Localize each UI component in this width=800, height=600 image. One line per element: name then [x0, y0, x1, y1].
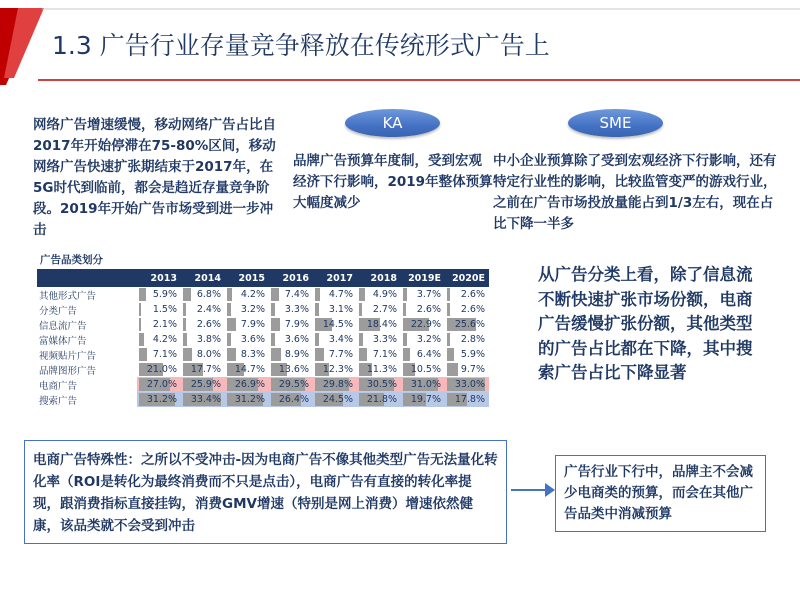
- cell-value: 3.1%: [328, 304, 353, 315]
- cell-value: 33.0%: [454, 379, 485, 390]
- cell-value: 29.8%: [322, 379, 353, 390]
- table-cell: [137, 302, 181, 317]
- cell-value: 7.1%: [372, 349, 397, 360]
- cell-value: 6.8%: [196, 289, 221, 300]
- row-label: 电商广告: [37, 377, 137, 392]
- data-bar: [139, 303, 141, 316]
- table-cell: [269, 377, 313, 392]
- table-cell: [445, 392, 489, 407]
- data-bar: [139, 333, 144, 346]
- row-label: 品牌图形广告: [39, 365, 97, 377]
- data-bar: [227, 318, 236, 331]
- cell-value: 2.1%: [152, 319, 177, 330]
- table-row: [37, 347, 489, 362]
- cell-value: 30.5%: [366, 379, 397, 390]
- year-header: 2018: [357, 269, 401, 287]
- cell-value: 31.2%: [146, 394, 177, 405]
- cell-value: 17.8%: [454, 394, 485, 405]
- year-header: 2017: [313, 269, 357, 287]
- table-cell: [225, 332, 269, 347]
- table-cell: [137, 362, 181, 377]
- cell-value: 13.6%: [278, 364, 309, 375]
- table-cell: [137, 377, 181, 392]
- cell-value: 3.6%: [284, 334, 309, 345]
- table-cell: [445, 347, 489, 362]
- table-cell: [313, 377, 357, 392]
- cell-value: 29.5%: [278, 379, 309, 390]
- data-bar: [403, 333, 407, 346]
- table-cell: [225, 317, 269, 332]
- data-bar: [403, 303, 406, 316]
- data-bar: [315, 333, 319, 346]
- sme-badge: SME: [568, 109, 663, 137]
- table-cell: [357, 317, 401, 332]
- table-cell: [269, 317, 313, 332]
- table-cell: [225, 392, 269, 407]
- cell-value: 5.9%: [460, 349, 485, 360]
- data-bar: [271, 348, 281, 361]
- cell-value: 7.4%: [284, 289, 309, 300]
- data-bar: [183, 348, 192, 361]
- cell-value: 21.8%: [366, 394, 397, 405]
- table-cell: [181, 317, 225, 332]
- table-cell: [401, 392, 445, 407]
- table-row: [37, 362, 489, 377]
- table-cell: [357, 392, 401, 407]
- data-bar: [359, 303, 362, 316]
- table-row: [37, 287, 489, 302]
- table-cell: [225, 302, 269, 317]
- data-bar: [447, 333, 450, 346]
- data-bar: [183, 288, 191, 301]
- table-cell: [445, 302, 489, 317]
- cell-value: 3.2%: [240, 304, 265, 315]
- cell-value: 14.7%: [234, 364, 265, 375]
- cell-value: 4.2%: [152, 334, 177, 345]
- cell-value: 17.7%: [190, 364, 221, 375]
- table-cell: [181, 362, 225, 377]
- ecommerce-note-text: 电商广告特殊性：之所以不受冲击-因为电商广告不像其他类型广告无法量化转化率（ROI是转化为最终消费而不只是点击），电商广告有直接的转化率提现，跟消费指标直接挂钩，消费GMV增速（特别是网上消费）增速依然健康，该品类就不会受到冲击: [33, 452, 498, 534]
- data-bar: [447, 348, 454, 361]
- table-cell: [357, 332, 401, 347]
- cell-value: 25.9%: [190, 379, 221, 390]
- table-cell: [445, 377, 489, 392]
- slide-header: [0, 0, 800, 90]
- sme-description: 中小企业预算除了受到宏观经济下行影响，还有特定行业性的影响，比较监管变严的游戏行业，之前在广告市场投放量能占到1/3左右，现在占比下降一半多: [493, 153, 777, 232]
- table-cell: [401, 287, 445, 302]
- cell-value: 6.4%: [416, 349, 441, 360]
- ka-badge: KA: [345, 109, 440, 137]
- table-title: 广告品类划分: [40, 254, 103, 266]
- cell-value: 3.8%: [196, 334, 221, 345]
- cell-value: 14.5%: [322, 319, 353, 330]
- year-header: 2013: [137, 269, 181, 287]
- table-cell: [313, 347, 357, 362]
- data-bar: [271, 288, 279, 301]
- table-cell: [181, 392, 225, 407]
- cell-value: 12.3%: [322, 364, 353, 375]
- data-bar: [447, 303, 450, 316]
- table-cell: [357, 347, 401, 362]
- table-cell: [269, 332, 313, 347]
- table-cell: [313, 362, 357, 377]
- data-bar: [271, 318, 280, 331]
- data-bar: [315, 303, 319, 316]
- table-row: [37, 332, 489, 347]
- cell-value: 26.4%: [278, 394, 309, 405]
- table-cell: [313, 332, 357, 347]
- data-bar: [139, 318, 141, 331]
- data-bar: [359, 333, 363, 346]
- cell-value: 31.2%: [234, 394, 265, 405]
- cell-value: 31.0%: [410, 379, 441, 390]
- cell-value: 8.9%: [284, 349, 309, 360]
- cell-value: 25.6%: [454, 319, 485, 330]
- cell-value: 1.5%: [152, 304, 177, 315]
- cell-value: 22.9%: [410, 319, 441, 330]
- data-bar: [183, 318, 186, 331]
- table-cell: [445, 362, 489, 377]
- cell-value: 3.2%: [416, 334, 441, 345]
- data-bar: [183, 333, 187, 346]
- row-label: 视频贴片广告: [39, 350, 97, 362]
- table-cell: [313, 287, 357, 302]
- row-label: 其他形式广告: [39, 290, 97, 302]
- table-body: [37, 287, 489, 407]
- cell-value: 7.9%: [284, 319, 309, 330]
- row-label: 搜索广告: [37, 392, 137, 407]
- cell-value: 2.6%: [460, 304, 485, 315]
- cell-value: 33.4%: [190, 394, 221, 405]
- table-cell: [357, 362, 401, 377]
- table-row: [37, 317, 489, 332]
- cell-value: 2.8%: [460, 334, 485, 345]
- cell-value: 3.6%: [240, 334, 265, 345]
- year-header: 2014: [181, 269, 225, 287]
- cell-value: 10.5%: [410, 364, 441, 375]
- row-label: 分类广告: [39, 305, 78, 317]
- cell-value: 27.0%: [146, 379, 177, 390]
- data-bar: [315, 348, 324, 361]
- row-label: 富媒体广告: [39, 335, 87, 347]
- table-cell: [137, 332, 181, 347]
- table-cell: [269, 362, 313, 377]
- data-bar: [183, 303, 186, 316]
- table-cell: [225, 287, 269, 302]
- cell-value: 7.1%: [152, 349, 177, 360]
- cell-value: 9.7%: [460, 364, 485, 375]
- data-bar: [227, 303, 231, 316]
- year-header: 2019E: [401, 269, 445, 287]
- table-cell: [269, 392, 313, 407]
- cell-value: 3.7%: [416, 289, 441, 300]
- data-bar: [359, 348, 367, 361]
- table-cell: [269, 347, 313, 362]
- data-bar: [359, 288, 365, 301]
- table-cell: [401, 317, 445, 332]
- data-bar: [271, 303, 275, 316]
- cell-value: 2.6%: [416, 304, 441, 315]
- conclusion-box: [555, 455, 766, 532]
- intro-paragraph: 网络广告增速缓慢，移动网络广告占比自2017年开始停滞在75-80%区间，移动网络广告快速扩张期结束于2017年，在5G时代到临前，都会是趋近存量竞争阶段。2019年开始广告市场受到进一步冲击: [33, 117, 276, 238]
- ecommerce-note-box: [24, 440, 507, 544]
- cell-value: 5.9%: [152, 289, 177, 300]
- table-cell: [269, 302, 313, 317]
- category-table: [37, 269, 489, 407]
- cell-value: 3.4%: [328, 334, 353, 345]
- cell-value: 24.5%: [322, 394, 353, 405]
- cell-value: 26.9%: [234, 379, 265, 390]
- table-cell: [313, 392, 357, 407]
- table-cell: [181, 377, 225, 392]
- table-cell: [445, 287, 489, 302]
- cell-value: 3.3%: [284, 304, 309, 315]
- table-cell: [181, 302, 225, 317]
- table-cell: [401, 362, 445, 377]
- cell-value: 2.4%: [196, 304, 221, 315]
- table-cell: [181, 287, 225, 302]
- year-header: 2020E: [445, 269, 489, 287]
- row-label: 信息流广告: [39, 320, 87, 332]
- data-bar: [403, 348, 410, 361]
- page-title: 1.3 广告行业存量竞争释放在传统形式广告上: [52, 31, 550, 60]
- table-cell: [357, 302, 401, 317]
- cell-value: 7.9%: [240, 319, 265, 330]
- table-cell: [357, 377, 401, 392]
- data-bar: [447, 363, 458, 376]
- table-cell: [137, 392, 181, 407]
- cell-value: 4.2%: [240, 289, 265, 300]
- cell-value: 8.0%: [196, 349, 221, 360]
- table-cell: [401, 332, 445, 347]
- table-cell: [225, 377, 269, 392]
- table-cell: [137, 287, 181, 302]
- table-cell: [225, 347, 269, 362]
- cell-value: 2.6%: [196, 319, 221, 330]
- table-cell: [445, 317, 489, 332]
- data-bar: [315, 288, 320, 301]
- data-bar: [227, 348, 236, 361]
- table-cell: [181, 332, 225, 347]
- table-cell: [269, 287, 313, 302]
- table-cell: [313, 317, 357, 332]
- table-cell: [357, 287, 401, 302]
- cell-value: 7.7%: [328, 349, 353, 360]
- cell-value: 2.6%: [460, 289, 485, 300]
- data-bar: [139, 348, 147, 361]
- data-bar: [447, 288, 450, 301]
- data-bar: [271, 333, 275, 346]
- cell-value: 18.4%: [366, 319, 397, 330]
- data-bar: [227, 333, 231, 346]
- data-bar: [403, 288, 407, 301]
- table-cell: [225, 362, 269, 377]
- conclusion-text: 广告行业下行中，品牌主不会减少电商类的预算，而会在其他广告品类中消减预算: [564, 464, 753, 522]
- table-row: [37, 392, 489, 407]
- table-header-row: [37, 269, 489, 287]
- cell-value: 2.7%: [372, 304, 397, 315]
- table-row: [37, 302, 489, 317]
- year-header: 2016: [269, 269, 313, 287]
- category-summary: 从广告分类上看，除了信息流不断快速扩张市场份额，电商广告缓慢扩张份额，其他类型的广告占比都在下降，其中搜索广告占比下降显著: [538, 265, 753, 382]
- cell-value: 8.3%: [240, 349, 265, 360]
- cell-value: 4.7%: [328, 289, 353, 300]
- table-row: [37, 377, 489, 392]
- table-cell: [401, 302, 445, 317]
- table-cell: [401, 377, 445, 392]
- arrow-right-icon: [509, 478, 555, 502]
- table-cell: [401, 347, 445, 362]
- table-cell: [445, 332, 489, 347]
- table-cell: [137, 347, 181, 362]
- year-header: 2015: [225, 269, 269, 287]
- cell-value: 19.7%: [410, 394, 441, 405]
- cell-value: 3.3%: [372, 334, 397, 345]
- table-header-blank: [37, 269, 137, 287]
- data-bar: [139, 288, 146, 301]
- data-bar: [227, 288, 232, 301]
- table-cell: [181, 347, 225, 362]
- table-cell: [137, 317, 181, 332]
- cell-value: 11.3%: [366, 364, 397, 375]
- ka-description: 品牌广告预算年度制，受到宏观经济下行影响，2019年整体预算大幅度减少: [293, 153, 493, 211]
- table-cell: [313, 302, 357, 317]
- cell-value: 4.9%: [372, 289, 397, 300]
- cell-value: 21.0%: [146, 364, 177, 375]
